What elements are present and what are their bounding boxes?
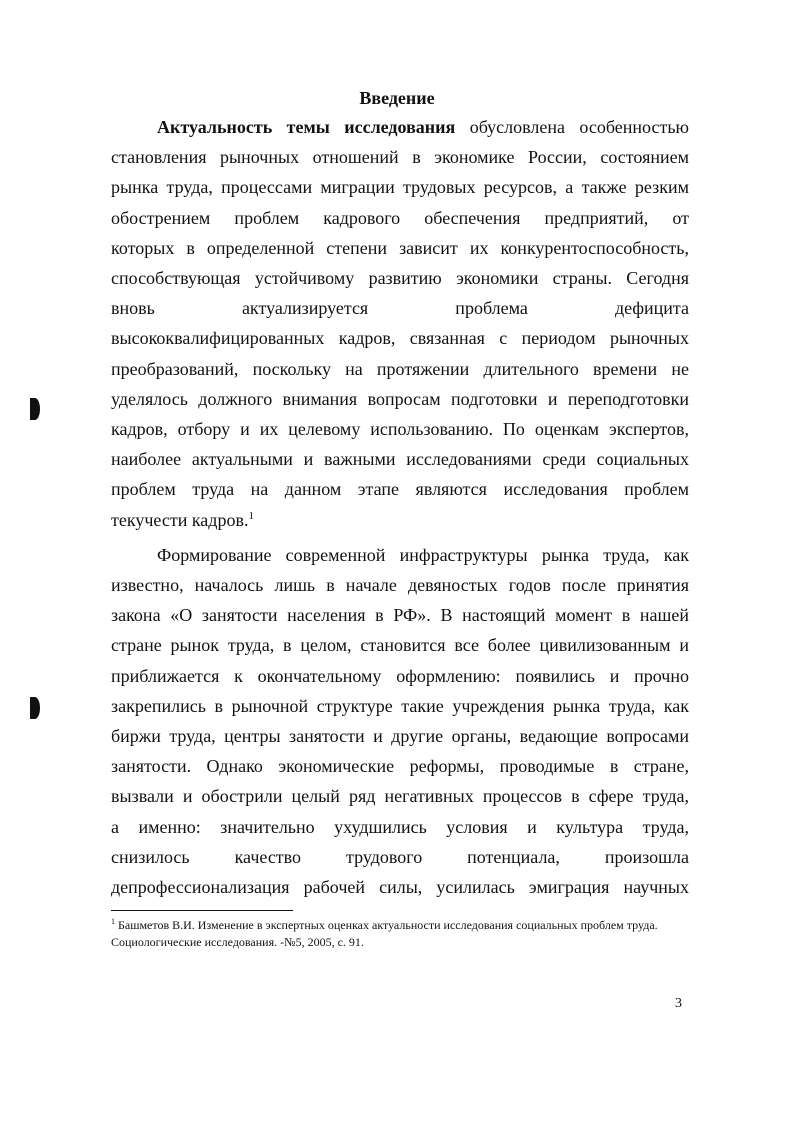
paragraph-1 <box>111 112 689 535</box>
footnote-mark: 1 <box>111 917 115 926</box>
main-text <box>111 112 689 902</box>
page-number: 3 <box>675 996 682 1011</box>
text-line: занятости. Однако экономические реформы, проводимые в стране, <box>111 756 689 777</box>
text-line: стране рынок труда, в целом, становится все более цивилизованным и <box>111 635 689 656</box>
text-line: закрепились в рыночной структуре такие учреждения рынка труда, как <box>111 695 689 716</box>
scan-binding-mark <box>30 697 40 719</box>
section-heading: Введение <box>359 88 435 108</box>
text-line: высококвалифицированных кадров, связанная с периодом рыночных <box>111 328 689 349</box>
text-line: депрофессионализация рабочей силы, усилилась эмиграция научных <box>111 877 689 898</box>
text-line: известно, началось лишь в начале девяностых годов после принятия <box>111 575 689 596</box>
text-line: вновь актуализируется проблема дефицита <box>111 298 689 319</box>
footnote-text: Башметов В.И. Изменение в экспертных оценках актуальности исследования социальных проблем труда. Социологические исследования. -№5, 2005, с. 91. <box>111 918 658 949</box>
text-line: преобразований, поскольку на протяжении длительного времени не <box>111 358 689 379</box>
text-line: вызвали и обострили целый ряд негативных процессов в сфере труда, <box>111 786 689 807</box>
text-line: проблем труда на данном этапе являются исследования проблем <box>111 479 689 500</box>
text-line: наиболее актуальными и важными исследованиями среди социальных <box>111 449 689 470</box>
text-line: рынка труда, процессами миграции трудовых ресурсов, а также резким <box>111 177 689 198</box>
text-line: обострением проблем кадрового обеспечения предприятий, от <box>111 207 689 228</box>
text-line: снизилось качество трудового потенциала, произошла <box>111 846 689 867</box>
text-line: приближается к окончательному оформлению: появились и прочно <box>111 665 689 686</box>
text-line: становления рыночных отношений в экономике России, состоянием <box>111 147 689 168</box>
text-line: текучести кадров.$^1$ <box>111 509 254 530</box>
footnote <box>111 917 689 951</box>
text-line: способствующая устойчивому развитию экономики страны. Сегодня <box>111 268 689 289</box>
text-line: Формирование современной инфраструктуры рынка труда, как <box>157 544 689 565</box>
text-line: которых в определенной степени зависит их конкурентоспособность, <box>111 237 689 258</box>
text-line: биржи труда, центры занятости и другие органы, ведающие вопросами <box>111 726 689 747</box>
text-line: уделялось должного внимания вопросам подготовки и переподготовки <box>111 388 689 409</box>
footnote-reference[interactable]: 1 <box>248 509 254 522</box>
scan-binding-mark <box>30 398 40 420</box>
text-line: а именно: значительно ухудшились условия и культура труда, <box>111 816 689 837</box>
text-line: Актуальность темы исследования обусловлена особенностью <box>157 117 689 137</box>
lead-phrase: Актуальность темы исследования <box>157 117 456 137</box>
text-line: закона «О занятости населения в РФ». В настоящий момент в нашей <box>111 605 689 626</box>
text-line: кадров, отбору и их целевому использованию. По оценкам экспертов, <box>111 419 689 440</box>
footnote-separator <box>111 910 293 911</box>
paragraph-2 <box>111 540 689 902</box>
